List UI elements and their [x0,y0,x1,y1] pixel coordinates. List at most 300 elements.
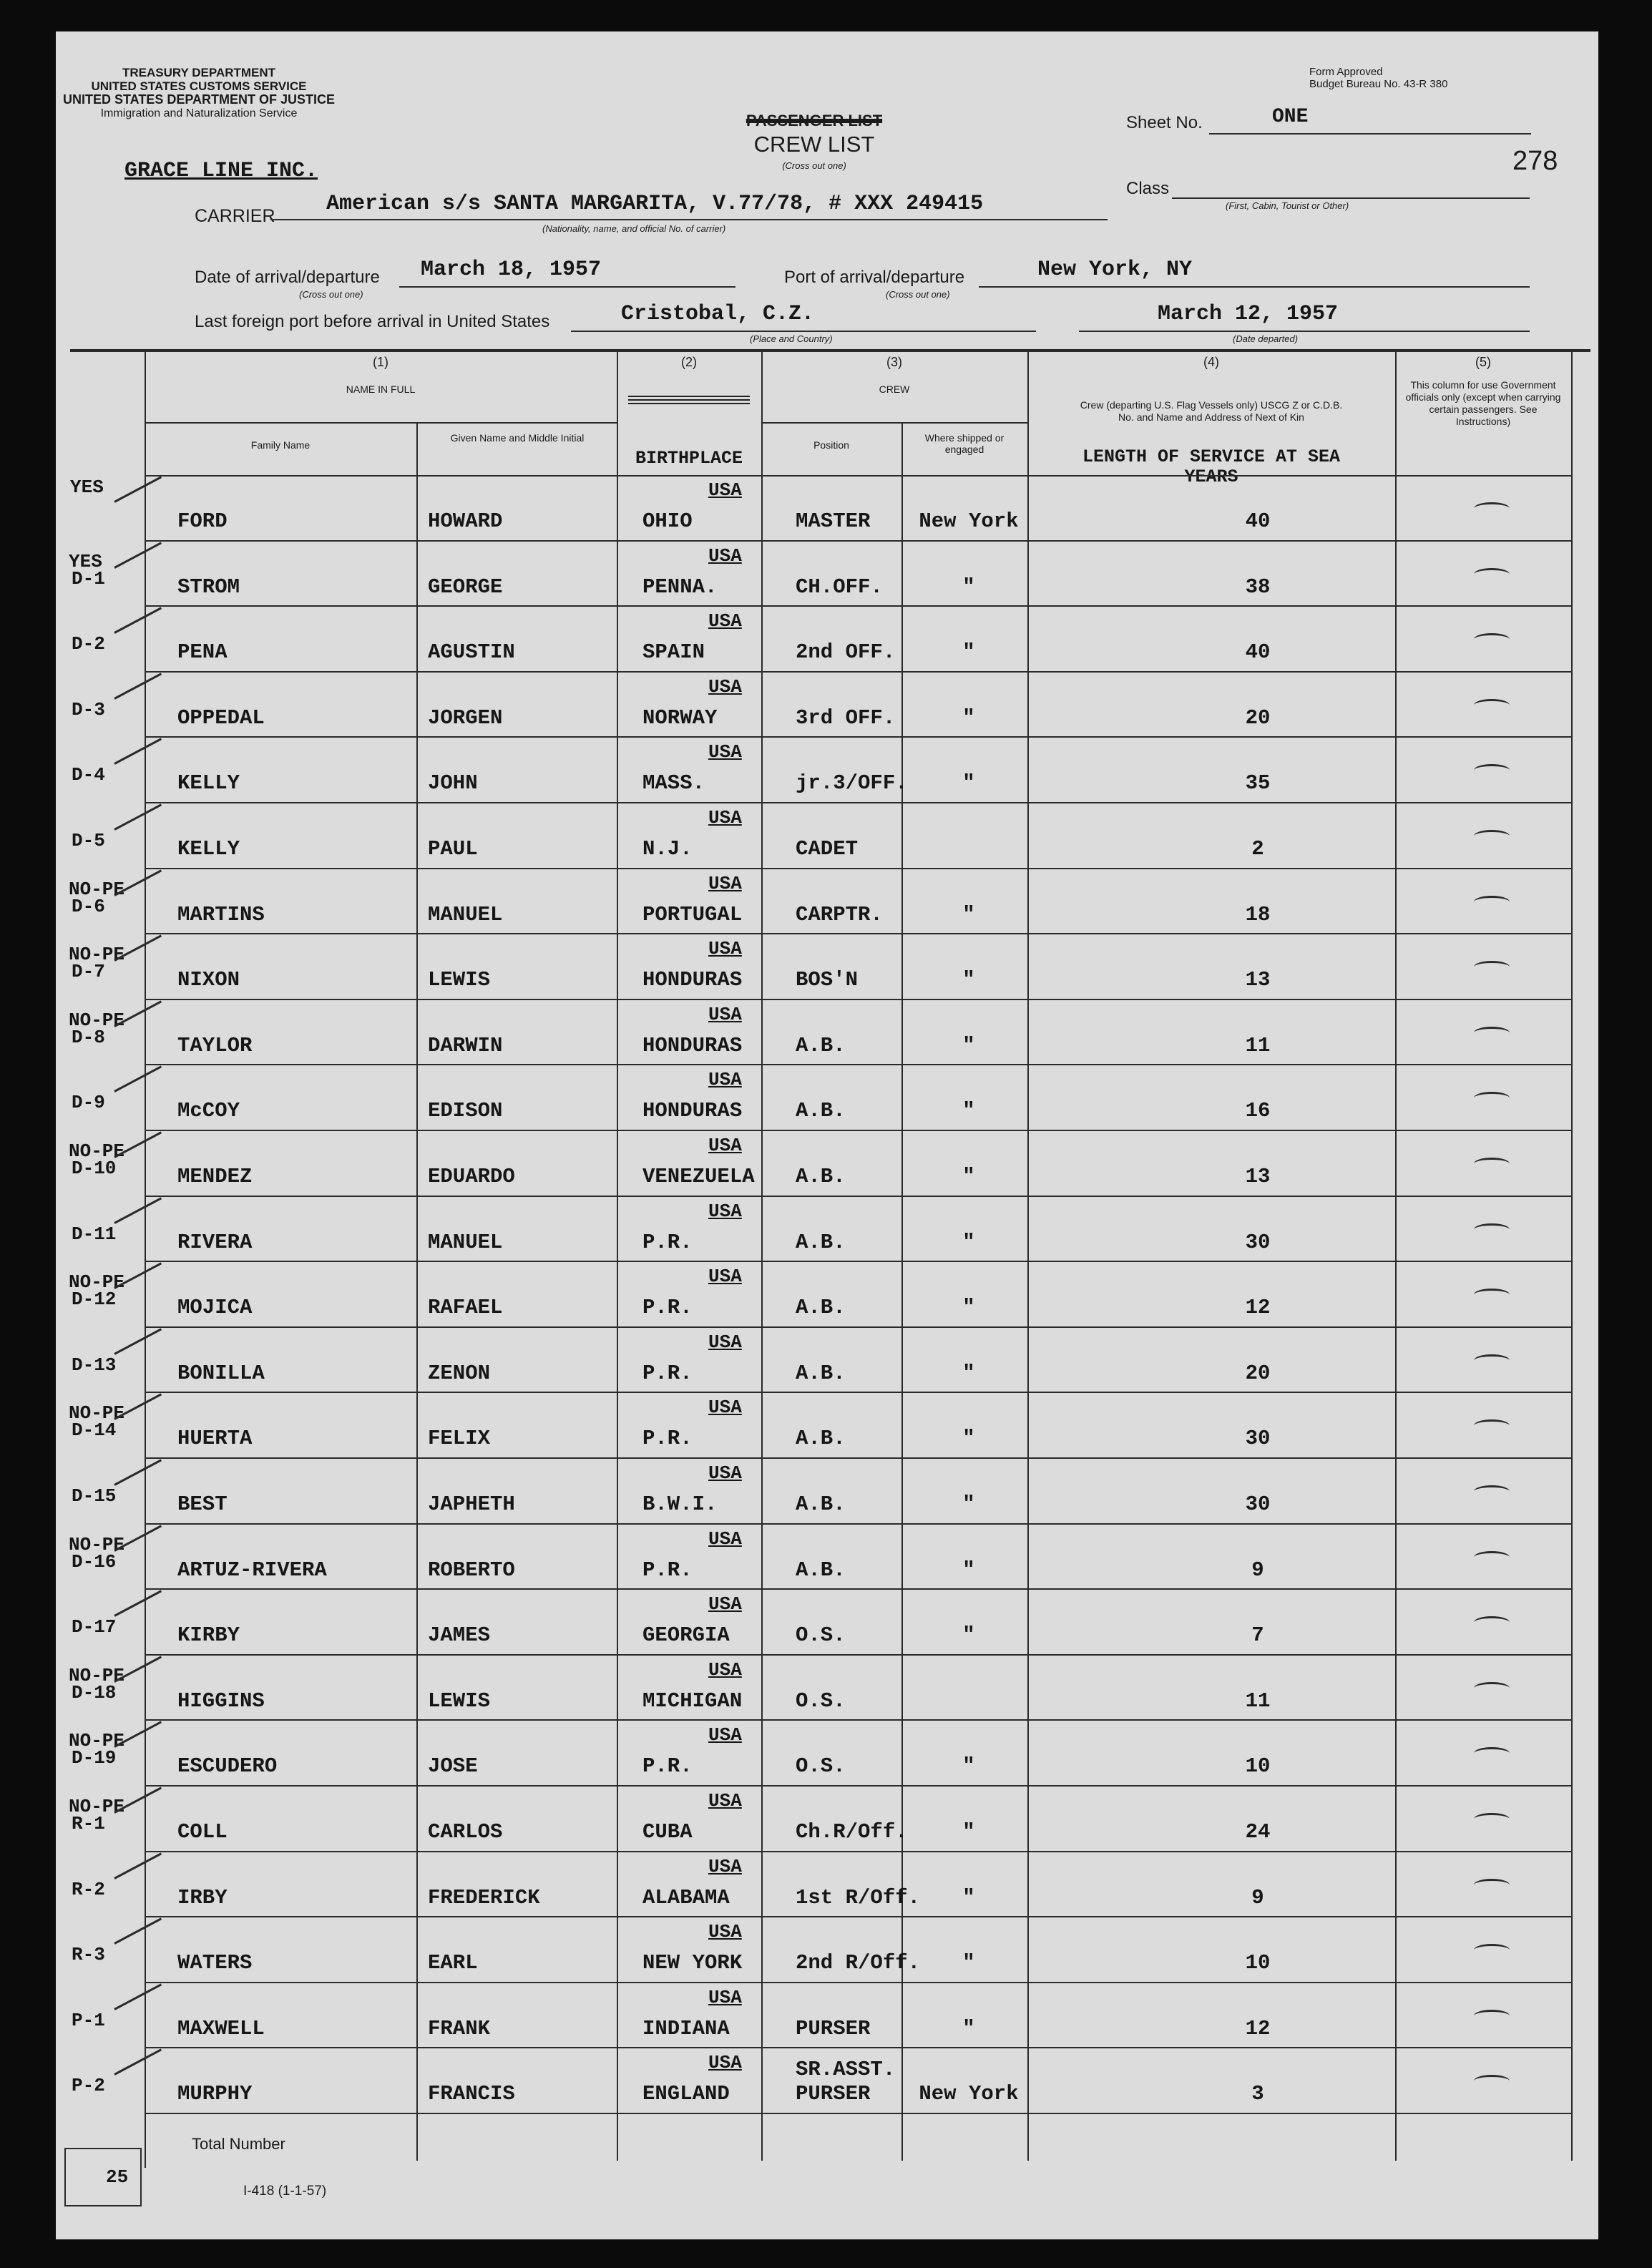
row-tag-department: R-2 [72,1878,105,1900]
row-tag-department: D-6 [72,895,105,917]
agency-block [56,66,342,120]
row-tag-department: R-1 [72,1813,105,1834]
cell-pos: PURSER [796,2016,871,2040]
cell-pos: CADET [796,837,859,861]
check-mark-icon [1474,2075,1510,2087]
cell-where: " [962,1558,975,1582]
check-mark-icon [1474,961,1510,973]
total-box [64,2148,142,2206]
check-mark-icon [1474,1616,1510,1628]
cell-given: EDUARDO [428,1165,515,1188]
cell-birth: P.R. [642,1754,693,1779]
cell-family: ESCUDERO [177,1754,278,1779]
form-approved-line1: Form Approved [1309,66,1383,78]
cell-years: 11 [1245,1033,1271,1057]
check-mark-icon [1474,633,1510,645]
position-header: Position [813,439,849,451]
cell-where: " [962,968,975,992]
cell-family: PENA [177,640,228,665]
cell-given: JORGEN [428,705,503,730]
cell-birth: MASS. [642,771,705,796]
check-mark-icon [1474,1813,1510,1825]
cell-pos: jr.3/OFF. [796,771,908,796]
table-row [56,606,1598,672]
cell-where: " [962,1492,975,1516]
cell-years: 20 [1245,1361,1271,1385]
table-row [56,1786,1598,1852]
cell-family: COLL [177,1820,228,1844]
cell-given: FRANK [428,2016,491,2040]
last-port-hint: (Place and Country) [750,333,833,344]
col2-number: (2) [681,355,697,369]
check-mark-icon [1474,1747,1510,1759]
row-tag-status: NO-PE [69,944,125,966]
cell-given: EARL [428,1951,478,1975]
cell-family: OPPEDAL [177,705,265,730]
cell-where: " [962,1951,975,1975]
tick-mark-icon [114,1459,162,1485]
cell-birth: CUBA [642,1820,693,1844]
date-hint: (Cross out one) [299,289,363,300]
cell-birth: HONDURAS [642,1033,743,1057]
cell-given: GEORGE [428,575,503,599]
cell-given: ZENON [428,1361,491,1385]
date-label: Date of arrival/departure [195,268,380,287]
total-value: 25 [106,2166,129,2188]
cell-where: " [962,1296,975,1320]
cell-family: MAXWELL [177,2016,265,2040]
table-row [56,1589,1598,1655]
cell-where: " [962,1427,975,1451]
check-mark-icon [1474,1027,1510,1039]
check-mark-icon [1474,1354,1510,1367]
row-tag-department: D-19 [72,1747,117,1769]
table-row [56,737,1598,803]
nationality: USA [708,872,742,894]
nationality: USA [708,2052,742,2074]
cell-family: ARTUZ-RIVERA [177,1558,327,1582]
table-row [56,1983,1598,2048]
cell-family: BONILLA [177,1361,265,1385]
cell-years: 40 [1245,640,1271,665]
cell-pos: A.B. [796,1165,846,1188]
agency-justice: UNITED STATES DEPARTMENT OF JUSTICE [62,92,335,107]
agency-treasury: TREASURY DEPARTMENT [122,66,276,79]
check-mark-icon [1474,1419,1510,1432]
tick-mark-icon [114,803,162,830]
cell-pos: A.B. [796,1099,846,1123]
row-tag-department: D-7 [72,961,105,983]
cell-birth: NORWAY [642,705,718,730]
check-mark-icon [1474,502,1510,514]
cell-pos: 1st R/Off. [796,1885,921,1910]
table-row [56,672,1598,738]
row-tag-status: YES [69,550,102,572]
cell-years: 40 [1245,509,1271,533]
nationality: USA [708,1462,742,1484]
tick-mark-icon [114,738,162,765]
check-mark-icon [1474,1944,1510,1956]
cell-where: " [962,640,975,665]
table-row [56,541,1598,607]
carrier-value: American s/s SANTA MARGARITA, V.77/78, # XXX 249415 [326,192,984,216]
given-name-header: Given Name and Middle Initial [450,432,585,444]
row-tag-department: D-2 [72,633,105,655]
row-tag-department: D-16 [72,1550,117,1573]
tick-mark-icon [114,1328,162,1354]
total-label: Total Number [192,2135,285,2153]
crew-list-title: CREW LIST [753,132,875,157]
cell-birth: P.R. [642,1558,693,1582]
row-tag-department: D-11 [72,1223,117,1245]
cell-birth: ENGLAND [642,2082,730,2106]
col5-number: (5) [1475,355,1491,369]
tick-mark-icon [114,2049,162,2076]
col4-number: (4) [1203,355,1219,369]
cell-years: 9 [1251,1885,1264,1910]
cell-family: NIXON [177,968,240,992]
cell-pos: A.B. [796,1296,846,1320]
cell-given: HOWARD [428,509,503,533]
cell-given: JAMES [428,1623,491,1648]
row-tag-department: D-17 [72,1616,117,1638]
cell-pos: A.B. [796,1558,846,1582]
nationality: USA [708,1397,742,1419]
nationality: USA [708,1528,742,1550]
crew-list-form [56,31,1598,2239]
cell-pos: O.S. [796,1623,846,1648]
date-departed-value: March 12, 1957 [1158,302,1339,326]
cell-given: LEWIS [428,1688,491,1713]
row-tag-status: NO-PE [69,1271,125,1294]
cell-years: 18 [1245,902,1271,927]
tick-mark-icon [114,542,162,568]
cell-where: " [962,575,975,599]
row-tag-department: D-10 [72,1158,117,1179]
table-row [56,1130,1598,1196]
cell-given: RAFAEL [428,1296,503,1320]
cell-where: " [962,705,975,730]
cell-given: EDISON [428,1099,503,1123]
nationality: USA [708,1593,742,1616]
cell-years: 12 [1245,1296,1271,1320]
row-tag-status: NO-PE [69,1533,125,1555]
cell-family: McCOY [177,1099,240,1123]
cell-birth: N.J. [642,837,693,861]
cell-family: RIVERA [177,1230,253,1254]
nationality: USA [708,675,742,698]
table-row [56,475,1598,541]
cell-family: MENDEZ [177,1165,253,1188]
cell-years: 30 [1245,1230,1271,1254]
nationality: USA [708,1069,742,1091]
cell-years: 20 [1245,705,1271,730]
cell-pos: A.B. [796,1033,846,1057]
cell-years: 12 [1245,2016,1271,2040]
nationality: USA [708,610,742,632]
row-tag-department: R-3 [72,1944,105,1966]
table-row [56,1852,1598,1917]
check-mark-icon [1474,896,1510,908]
cell-where: New York [919,2082,1019,2106]
nationality: USA [708,1724,742,1746]
port-value: New York, NY [1037,258,1193,282]
cell-birth: ALABAMA [642,1885,730,1910]
cell-family: IRBY [177,1885,228,1910]
nationality: USA [708,1658,742,1681]
row-tag-status: NO-PE [69,1140,125,1162]
cell-where: " [962,1754,975,1779]
table-row [56,1655,1598,1721]
table-row [56,1458,1598,1524]
cell-family: MOJICA [177,1296,253,1320]
cell-given: FELIX [428,1427,491,1451]
row-divider [145,2113,1571,2114]
row-tag-department: D-14 [72,1419,117,1442]
cell-where: " [962,1361,975,1385]
cell-years: 13 [1245,968,1271,992]
cell-family: KELLY [177,837,240,861]
cell-years: 9 [1251,1558,1264,1582]
cell-family: KIRBY [177,1623,240,1648]
check-mark-icon [1474,2010,1510,2022]
nationality: USA [708,741,742,763]
row-tag-department: D-4 [72,764,105,786]
cell-given: DARWIN [428,1033,503,1057]
col1-title: NAME IN FULL [346,383,416,395]
table-row [56,1392,1598,1458]
cell-birth: HONDURAS [642,1099,743,1123]
row-tag-department: D-1 [72,567,105,590]
cross-out-hint: (Cross out one) [782,160,846,171]
cell-given: JOSE [428,1754,478,1779]
check-mark-icon [1474,1092,1510,1104]
cell-birth: HONDURAS [642,968,743,992]
agency-customs: UNITED STATES CUSTOMS SERVICE [91,79,307,93]
cell-family: TAYLOR [177,1033,253,1057]
row-tag-department: D-9 [72,1092,105,1114]
cell-years: 30 [1245,1427,1271,1451]
cell-family: STROM [177,575,240,599]
cell-birth: PORTUGAL [642,902,743,927]
row-tag-status: NO-PE [69,1402,125,1424]
cell-where: " [962,771,975,796]
tick-mark-icon [114,607,162,634]
cell-years: 10 [1245,1951,1271,1975]
cell-given: ROBERTO [428,1558,515,1582]
row-tag-yes: YES [70,476,104,498]
row-tag-department: D-3 [72,698,105,720]
tick-mark-icon [114,1066,162,1093]
nationality: USA [708,807,742,828]
nationality: USA [708,1921,742,1943]
check-mark-icon [1474,1223,1510,1236]
table-row [56,1327,1598,1393]
form-approved-line2: Budget Bureau No. 43-R 380 [1309,78,1448,90]
col2-struck-heading [628,394,750,404]
cell-given: PAUL [428,837,478,861]
table-row [56,1261,1598,1327]
row-tag-department: D-13 [72,1354,117,1376]
carrier-hint: (Nationality, name, and official No. of carrier) [542,223,726,234]
cell-family: KELLY [177,771,240,796]
tick-mark-icon [114,1852,162,1879]
tick-mark-icon [114,476,162,502]
agency-ins: Immigration and Naturalization Service [100,107,298,119]
nationality: USA [708,1790,742,1812]
col5-description: This column for use Government officials only (except when carrying certain passengers. See Instructions) [1405,379,1561,427]
table-row [56,2048,1598,2113]
nationality: USA [708,479,742,501]
tick-mark-icon [114,1918,162,1945]
nationality: USA [708,1200,742,1222]
cell-years: 16 [1245,1099,1271,1123]
cell-where: New York [919,509,1019,533]
date-value: March 18, 1957 [421,258,602,282]
check-mark-icon [1474,1879,1510,1891]
cell-where: " [962,1230,975,1254]
row-tag-status: NO-PE [69,1730,125,1752]
row-tag-department: D-18 [72,1681,117,1704]
tick-mark-icon [114,1590,162,1617]
nationality: USA [708,1986,742,2008]
cell-birth: MICHIGAN [642,1688,743,1713]
port-hint: (Cross out one) [886,289,950,300]
cell-birth: GEORGIA [642,1623,730,1648]
table-row [56,1196,1598,1262]
col2-title-birthplace: BIRTHPLACE [635,448,743,469]
cell-birth: PENNA. [642,575,718,599]
row-tag-department: D-15 [72,1485,117,1507]
cell-where: " [962,1623,975,1648]
cell-years: 24 [1245,1820,1271,1844]
form-approved [1309,66,1447,90]
table-row [56,999,1598,1065]
cell-years: 3 [1251,2082,1264,2106]
cell-family: HIGGINS [177,1688,265,1713]
table-row [56,1524,1598,1590]
row-tag-department: D-8 [72,1026,105,1048]
cell-pos: MASTER [796,509,871,533]
cell-given: FREDERICK [428,1885,540,1910]
cell-birth: INDIANA [642,2016,730,2040]
cell-where: " [962,1165,975,1188]
cell-birth: P.R. [642,1361,693,1385]
cell-pos: 2nd R/Off. [796,1951,921,1975]
cell-pos: SR.ASST. [796,2058,896,2082]
col4-years: YEARS [1184,466,1238,487]
cell-birth: P.R. [642,1296,693,1320]
cell-family: WATERS [177,1951,253,1975]
company-name: GRACE LINE INC. [124,159,318,183]
nationality: USA [708,938,742,960]
cell-given: JAPHETH [428,1492,515,1516]
cell-pos: O.S. [796,1688,846,1713]
cell-years: 7 [1251,1623,1264,1648]
cell-pos: A.B. [796,1427,846,1451]
nationality: USA [708,1003,742,1025]
row-tag-department: P-2 [72,2075,105,2097]
row-tag-department: P-1 [72,2009,105,2031]
passenger-list-crossed: PASSENGER LIST [746,112,883,129]
cell-given: FRANCIS [428,2082,515,2106]
nationality: USA [708,544,742,567]
check-mark-icon [1474,1485,1510,1497]
row-tag-department: D-5 [72,830,105,851]
last-port-label: Last foreign port before arrival in United States [195,312,550,331]
cell-where: " [962,1820,975,1844]
cell-pos: CARPTR. [796,902,883,927]
cell-family: BEST [177,1492,228,1516]
table-row [56,803,1598,869]
carrier-label: CARRIER [195,206,275,226]
cell-years: 35 [1245,771,1271,796]
col3-title: CREW [879,383,910,395]
cell-given: MANUEL [428,1230,503,1254]
form-number: I-418 (1-1-57) [243,2184,327,2199]
cell-pos: O.S. [796,1754,846,1779]
sheet-value: ONE [1272,106,1309,128]
cell-years: 30 [1245,1492,1271,1516]
table-row [56,869,1598,934]
port-label: Port of arrival/departure [784,268,965,287]
cell-pos: A.B. [796,1492,846,1516]
check-mark-icon [1474,568,1510,580]
cell-given: JOHN [428,771,478,796]
check-mark-icon [1474,764,1510,776]
cell-birth: P.R. [642,1427,693,1451]
col3-number: (3) [886,355,902,369]
cell-years: 13 [1245,1165,1271,1188]
table-row [56,1720,1598,1786]
cell-years: 38 [1245,575,1271,599]
cell-birth: VENEZUELA [642,1165,755,1188]
cell-birth: OHIO [642,509,693,533]
page-number: 278 [1512,146,1558,176]
row-tag-status: NO-PE [69,1796,125,1817]
table-row [56,934,1598,999]
cell-pos: CH.OFF. [796,575,883,599]
cell-years: 10 [1245,1754,1271,1779]
check-mark-icon [1474,1551,1510,1563]
cell-family: MARTINS [177,902,265,927]
cell-birth: B.W.I. [642,1492,718,1516]
cell-pos: Ch.R/Off. [796,1820,908,1844]
class-label: Class [1126,179,1170,198]
cell-pos: A.B. [796,1230,846,1254]
family-name-header: Family Name [250,439,311,451]
col4-title: LENGTH OF SERVICE AT SEA [1082,446,1341,467]
check-mark-icon [1474,1289,1510,1301]
cell-pos: A.B. [796,1361,846,1385]
cell-family: MURPHY [177,2082,253,2106]
cell-pos: 2nd OFF. [796,640,896,665]
last-port-value: Cristobal, C.Z. [621,302,815,326]
row-tag-status: NO-PE [69,1664,125,1686]
cell-given: MANUEL [428,902,503,927]
col4-description: Crew (departing U.S. Flag Vessels only) USCG Z or C.D.B. No. and Name and Address of Next of Kin [1080,399,1343,423]
nationality: USA [708,1331,742,1353]
cell-where: " [962,1033,975,1057]
tick-mark-icon [114,1983,162,2010]
sheet-label: Sheet No. [1126,113,1203,132]
cell-given: AGUSTIN [428,640,515,665]
cell-family: FORD [177,509,228,533]
cell-where: " [962,902,975,927]
cell-family: HUERTA [177,1427,253,1451]
class-hint: (First, Cabin, Tourist or Other) [1226,200,1349,211]
cell-where: " [962,1099,975,1123]
